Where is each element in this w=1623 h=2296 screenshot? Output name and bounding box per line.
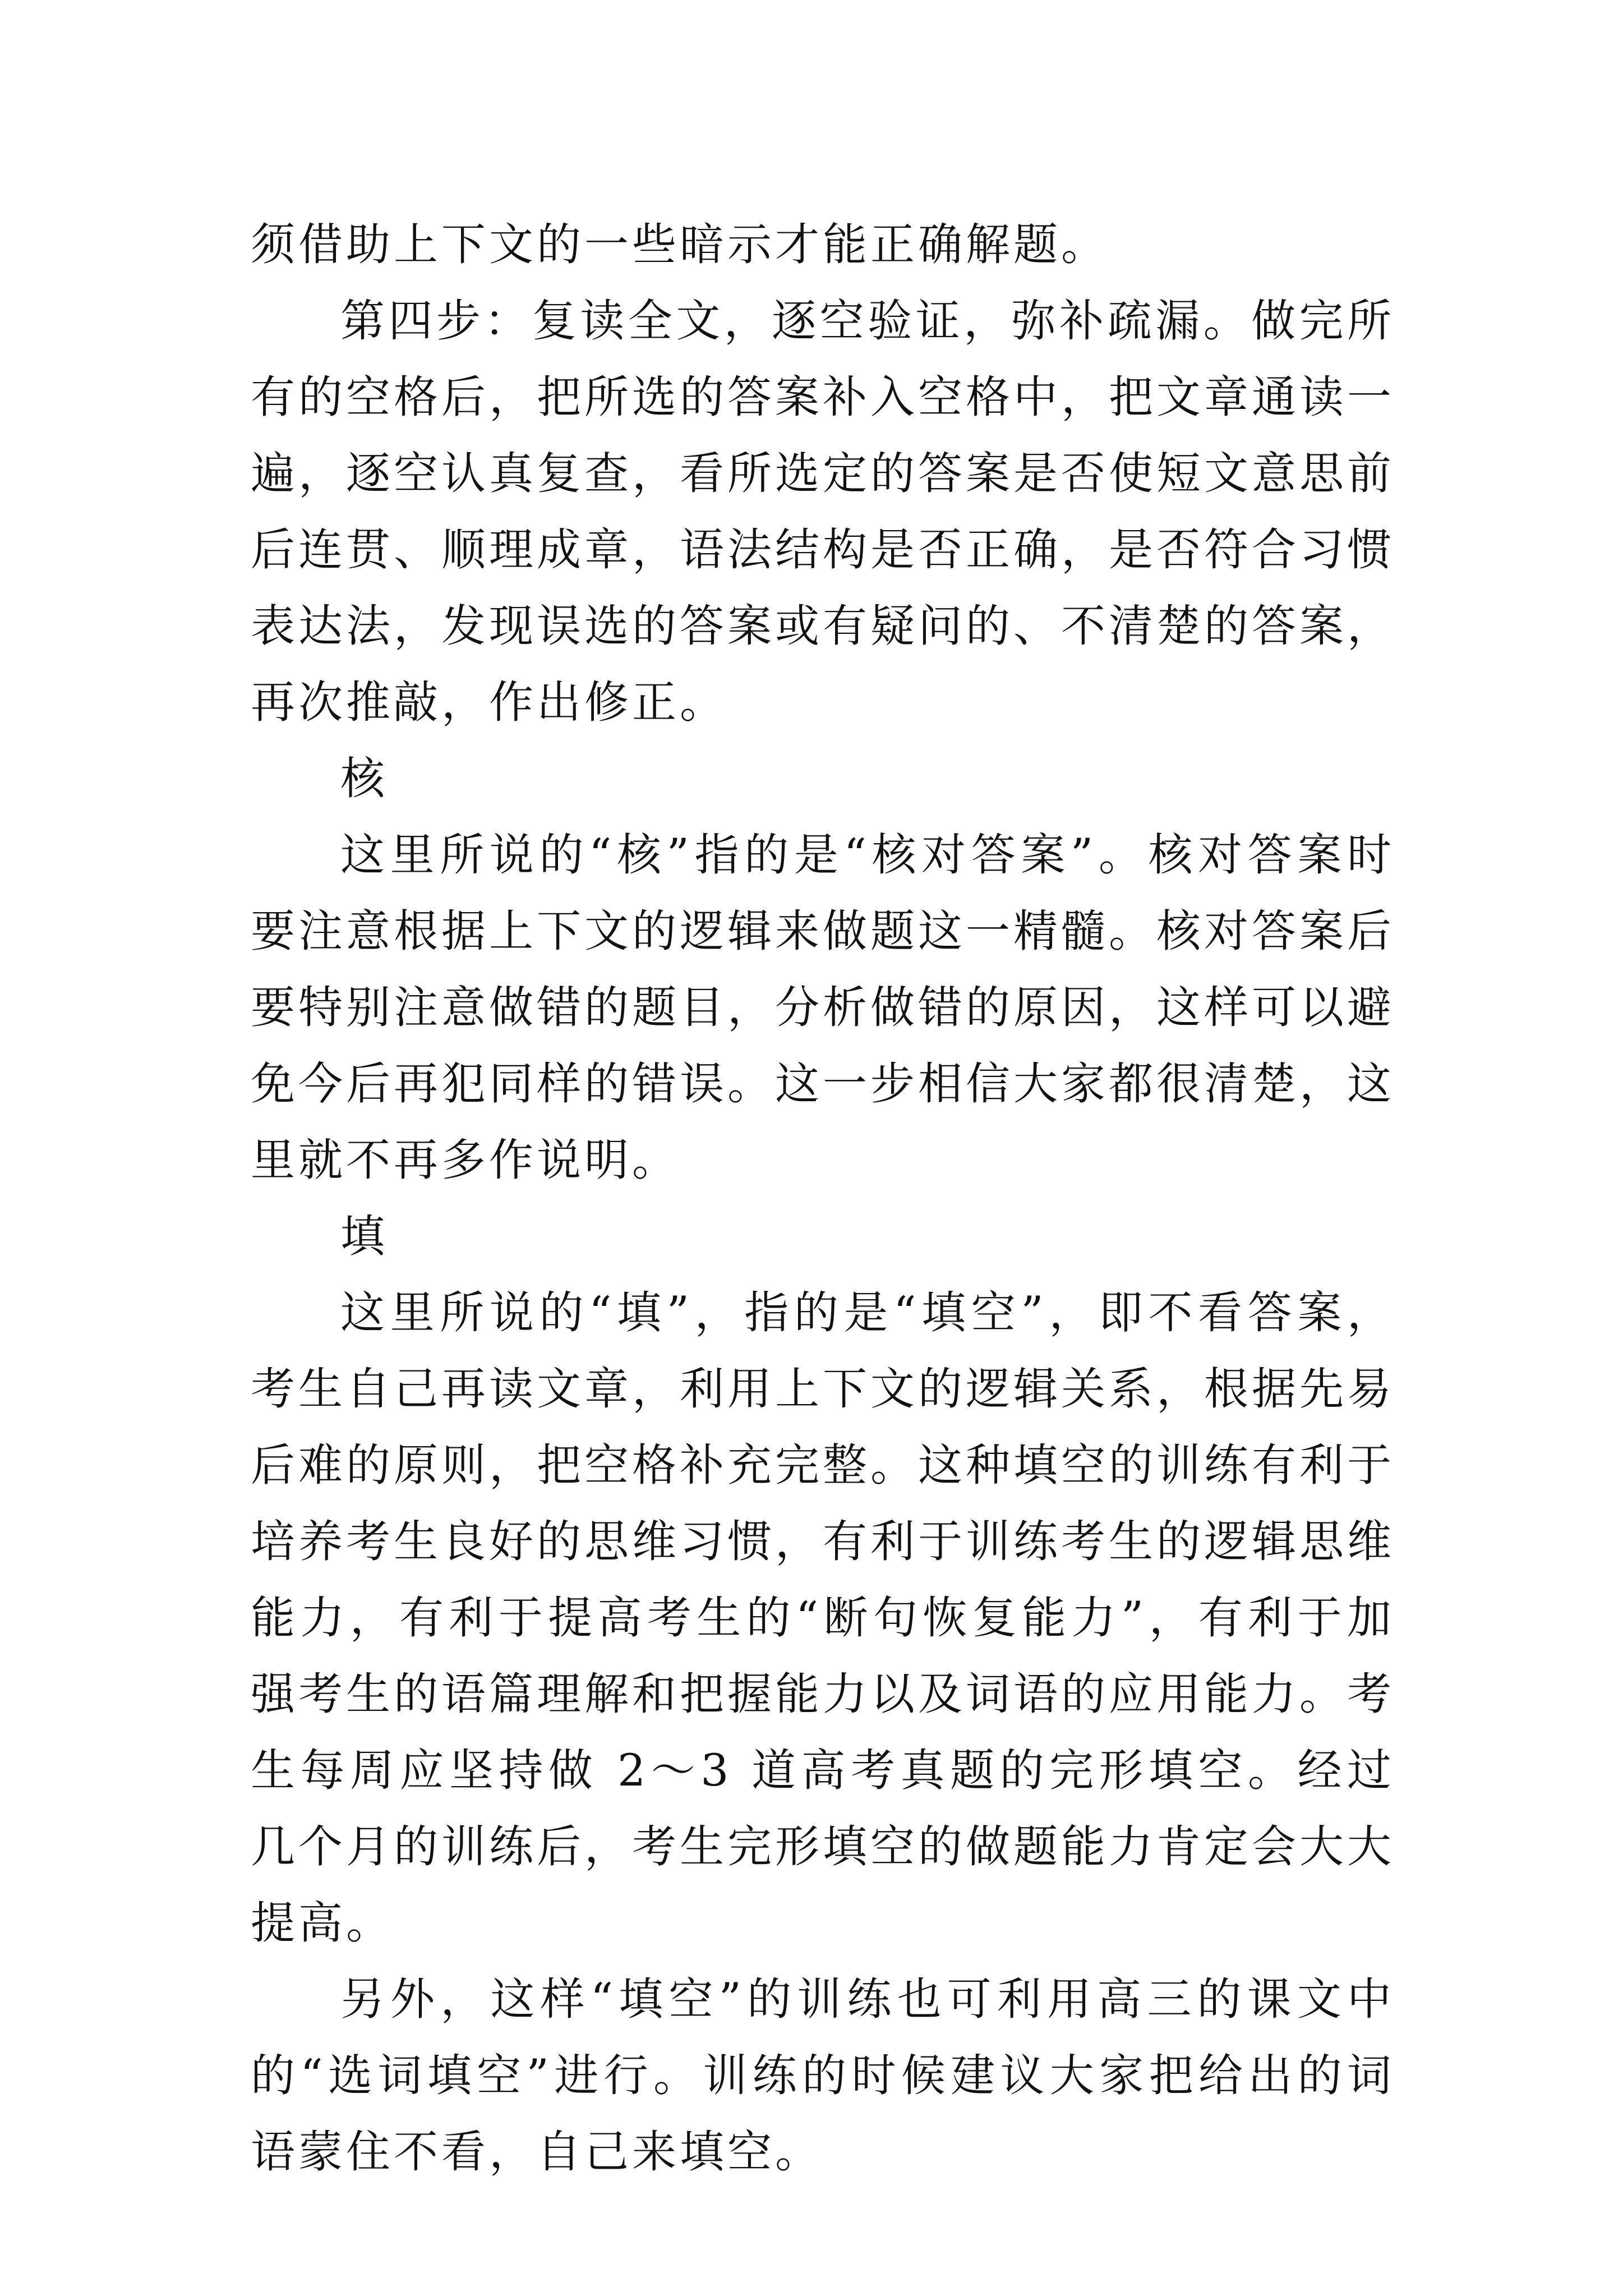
heading-he: 核 <box>340 753 388 804</box>
paragraph-additional: 另外，这样“填空”的训练也可利用高三的课文中的“选词填空”进行。训练的时候建议大家把给出的词语蒙住不看，自己来填空。 <box>251 1973 1395 2178</box>
paragraph-continuation: 须借助上下文的一些暗示才能正确解题。 <box>251 219 1109 270</box>
heading-tian: 填 <box>340 1211 388 1262</box>
paragraph-step-four: 第四步：复读全文，逐空验证，弥补疏漏。做完所有的空格后，把所选的答案补入空格中，把文章通读一遍，逐空认真复查，看所选定的答案是否使短文意思前后连贯、顺理成章，语法结构是否正确，是否符合习惯表达法，发现误选的答案或有疑问的、不清楚的答案，再次推敲，作出修正。 <box>251 295 1395 728</box>
paragraph-he: 这里所说的“核”指的是“核对答案”。核对答案时要注意根据上下文的逻辑来做题这一精髓。核对答案后要特别注意做错的题目，分析做错的原因，这样可以避免今后再犯同样的错误。这一步相信大家都很清楚，这里就不再多作说明。 <box>251 829 1395 1186</box>
document-body <box>251 206 1395 2190</box>
paragraph-tian: 这里所说的“填”，指的是“填空”，即不看答案，考生自己再读文章，利用上下文的逻辑关系，根据先易后难的原则，把空格补充完整。这种填空的训练有利于培养考生良好的思维习惯，有利于训练考生的逻辑思维能力，有利于提高考生的“断句恢复能力”，有利于加强考生的语篇理解和把握能力以及词语的应用能力。考生每周应坚持做 2～3 道高考真题的完形填空。经过几个月的训练后，考生完形填空的做题能力肯定会大大提高。 <box>251 1287 1395 1949</box>
